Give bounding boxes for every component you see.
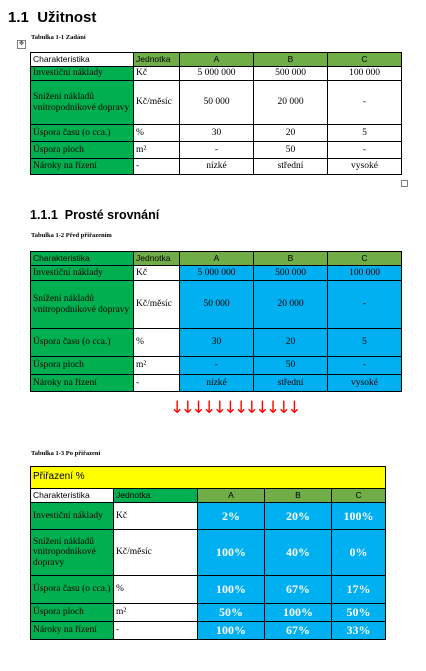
table-caption: Tabulka 1-1 Zadání	[31, 34, 86, 41]
down-arrow-icon: ↓	[244, 398, 256, 418]
table-cell: 67%	[265, 576, 332, 604]
row-label: Úspora času (o cca.)	[31, 576, 114, 604]
down-arrows-row	[170, 398, 320, 424]
table-row	[31, 375, 402, 392]
row-unit: m²	[134, 142, 180, 159]
row-unit: %	[134, 125, 180, 142]
table-row	[31, 67, 402, 81]
table-cell: vysoké	[328, 159, 402, 175]
table-cell: 5	[328, 125, 402, 142]
table-cell: 50%	[198, 604, 265, 622]
row-unit: -	[114, 622, 198, 640]
table-zadani	[30, 52, 402, 175]
header-cell: Charakteristika	[31, 489, 114, 503]
down-arrow-icon: ↓	[191, 398, 202, 418]
row-unit: Kč	[134, 266, 180, 281]
row-label: Snížení nákladů vnitropodnikové dopravy	[31, 530, 114, 576]
row-unit: Kč/měsíc	[134, 81, 180, 125]
down-arrow-icon: ↓	[223, 398, 234, 418]
banner-row	[31, 467, 386, 489]
section-heading	[8, 9, 96, 26]
table-cell: 100%	[198, 576, 265, 604]
table-cell: 100%	[332, 503, 386, 530]
table-cell: 100%	[265, 604, 332, 622]
header-cell: A	[180, 53, 254, 67]
row-unit: -	[134, 375, 180, 392]
table-cell: nízké	[180, 375, 254, 392]
table-header-row	[31, 252, 402, 266]
table-cell: 100%	[198, 530, 265, 576]
table-header-row	[31, 489, 386, 503]
table-cell: 5 000 000	[180, 266, 254, 281]
row-unit: -	[134, 159, 180, 175]
down-arrow-icon: ↓	[265, 398, 277, 418]
table-cell: 5 000 000	[180, 67, 254, 81]
row-label: Snížení nákladů vnitropodnikové dopravy	[31, 81, 134, 125]
down-arrow-icon: ↓	[233, 398, 245, 418]
row-label: Úspora ploch	[31, 142, 134, 159]
table-cell: 20%	[265, 503, 332, 530]
row-unit: Kč/měsíc	[134, 281, 180, 329]
table-header-row	[31, 53, 402, 67]
table-cell: 33%	[332, 622, 386, 640]
table-cell: -	[328, 281, 402, 329]
down-arrow-icon: ↓	[212, 398, 224, 418]
table-cell: 17%	[332, 576, 386, 604]
down-arrow-icon: ↓	[276, 398, 288, 418]
table-cell: 30	[180, 329, 254, 357]
table-cell: 50	[254, 357, 328, 375]
table-row	[31, 159, 402, 175]
header-cell: Charakteristika	[31, 252, 134, 266]
header-cell: B	[265, 489, 332, 503]
table-cell: 500 000	[254, 266, 328, 281]
table-cell: 100 000	[328, 266, 402, 281]
row-label: Investiční náklady	[31, 266, 134, 281]
table-row	[31, 142, 402, 159]
table-caption: Tabulka 1-3 Po přiřazení	[31, 450, 101, 457]
section-title: Užitnost	[37, 9, 97, 26]
table-row	[31, 576, 386, 604]
table-pred-prirazenim	[30, 251, 402, 392]
row-label: Nároky na řízení	[31, 375, 134, 392]
table-resize-handle[interactable]	[401, 180, 408, 187]
table-move-handle-icon[interactable]: ✥	[18, 41, 25, 47]
row-unit: %	[114, 576, 198, 604]
header-cell: B	[254, 53, 328, 67]
header-cell: Charakteristika	[31, 53, 134, 67]
table-row	[31, 329, 402, 357]
table-cell: 50 000	[180, 81, 254, 125]
header-cell: Jednotka	[114, 489, 198, 503]
down-arrow-icon: ↓	[255, 398, 266, 418]
row-label: Nároky na řízení	[31, 159, 134, 175]
header-cell: A	[198, 489, 265, 503]
table-cell: 20 000	[254, 81, 328, 125]
table-row	[31, 604, 386, 622]
table-cell: 500 000	[254, 67, 328, 81]
down-arrow-icon: ↓	[170, 398, 181, 418]
table-cell: 50%	[332, 604, 386, 622]
table-cell: 50	[254, 142, 328, 159]
table-row	[31, 357, 402, 375]
table-cell: 40%	[265, 530, 332, 576]
table-cell: 20	[254, 329, 328, 357]
down-arrow-icon: ↓	[287, 398, 298, 418]
table-cell: 5	[328, 329, 402, 357]
table-cell: -	[328, 357, 402, 375]
row-unit: Kč	[134, 67, 180, 81]
table-cell: 20 000	[254, 281, 328, 329]
table-cell: 50 000	[180, 281, 254, 329]
table-cell: 67%	[265, 622, 332, 640]
row-label: Investiční náklady	[31, 503, 114, 530]
table-caption: Tabulka 1-2 Před přiřazením	[31, 232, 112, 239]
header-cell: C	[328, 53, 402, 67]
table-cell: -	[328, 142, 402, 159]
table-cell: nízké	[180, 159, 254, 175]
table-row	[31, 125, 402, 142]
table-cell: 100 000	[328, 67, 402, 81]
row-label: Úspora ploch	[31, 604, 114, 622]
row-label: Snížení nákladů vnitropodnikové dopravy	[31, 281, 134, 329]
subsection-number: 1.1.1	[30, 208, 58, 222]
table-row	[31, 503, 386, 530]
row-label: Úspora ploch	[31, 357, 134, 375]
table-cell: -	[328, 81, 402, 125]
table-row	[31, 81, 402, 125]
down-arrow-icon: ↓	[180, 398, 192, 418]
row-label: Úspora času (o cca.)	[31, 329, 134, 357]
section-number: 1.1	[8, 9, 29, 26]
header-cell: A	[180, 252, 254, 266]
row-unit: Kč/měsíc	[114, 530, 198, 576]
table-cell: střední	[254, 159, 328, 175]
table-cell: 0%	[332, 530, 386, 576]
assignment-banner: Přiřazení %	[31, 467, 386, 489]
table-po-prirazeni	[30, 466, 386, 640]
table-row	[31, 281, 402, 329]
table-row	[31, 530, 386, 576]
table-cell: -	[180, 142, 254, 159]
row-label: Úspora času (o cca.)	[31, 125, 134, 142]
row-unit: %	[134, 329, 180, 357]
down-arrow-icon: ↓	[201, 398, 213, 418]
row-unit: Kč	[114, 503, 198, 530]
subsection-heading	[30, 208, 159, 222]
table-cell: 30	[180, 125, 254, 142]
subsection-title: Prosté srovnání	[64, 208, 160, 222]
table-cell: střední	[254, 375, 328, 392]
header-cell: C	[332, 489, 386, 503]
header-cell: Jednotka	[134, 53, 180, 67]
table-row	[31, 622, 386, 640]
table-cell: vysoké	[328, 375, 402, 392]
row-label: Investiční náklady	[31, 67, 134, 81]
table-cell: 2%	[198, 503, 265, 530]
header-cell: C	[328, 252, 402, 266]
header-cell: B	[254, 252, 328, 266]
header-cell: Jednotka	[134, 252, 180, 266]
row-label: Nároky na řízení	[31, 622, 114, 640]
row-unit: m²	[134, 357, 180, 375]
table-cell: 100%	[198, 622, 265, 640]
row-unit: m²	[114, 604, 198, 622]
table-cell: 20	[254, 125, 328, 142]
table-row	[31, 266, 402, 281]
table-cell: -	[180, 357, 254, 375]
